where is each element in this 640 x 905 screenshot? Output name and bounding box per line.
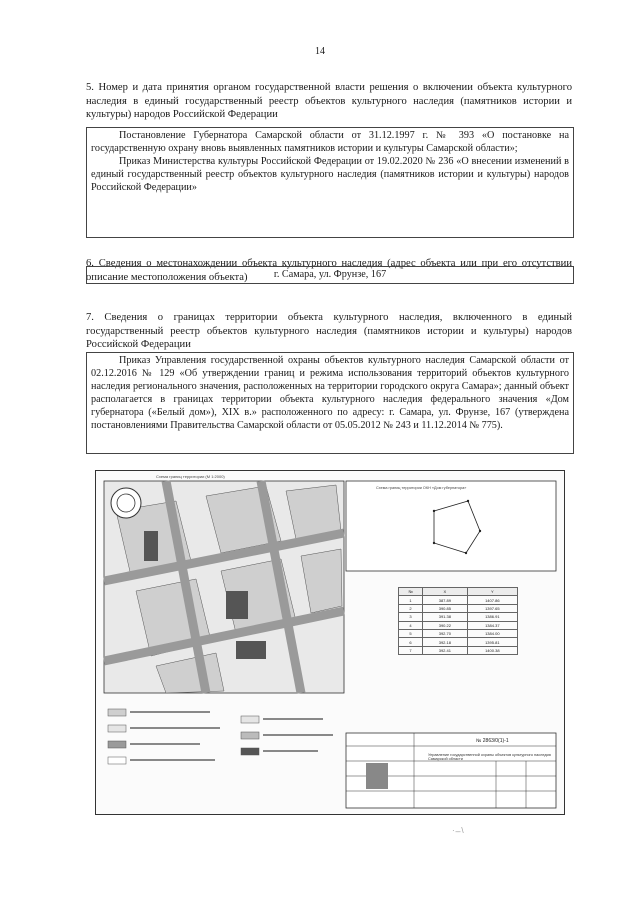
- table-cell: 1395.81: [467, 638, 517, 646]
- table-header-cell: №: [399, 588, 423, 596]
- table-header-row: [399, 588, 518, 596]
- table-row: [399, 638, 518, 646]
- section-6-heading: 6. Сведения о местонахождении объекта культурного наследия (адрес объекта или при его отсутствии описание местоположения объекта): [86, 258, 572, 283]
- table-cell: 6: [399, 638, 423, 646]
- boundary-map-scheme: [95, 470, 565, 815]
- table-cell: 7: [399, 646, 423, 654]
- boundary-order-text: Приказ Управления государственной охраны объектов культурного наследия Самарской области от 02.12.2016 № 129 «Об утверждении границ и режима использования территорий объектов культурного наследия регионального значения, расположенных на территории городского округа Самара»; данный объект располагается в границах территории объекта культурного наследия федерального значения «Дом губернатора («Белый дом»), XIX в.» расположенного по адресу: г. Самара, ул. Фрунзе, 167 (утверждена постановлениями Правительства Самарской области от 05.05.2012 № 243 и 11.12.2014 № 775).: [91, 355, 569, 431]
- section-7-heading: 7. Сведения о границах территории объекта культурного наследия, включенного в единый государственный реестр объектов культурного наследия (памятников истории и культуры) народов Российской Федерации: [86, 312, 572, 351]
- order-paragraph: Приказ Министерства культуры Российской Федерации от 19.02.2020 № 236 «О внесении изменений в единый государственный реестр объектов культурного наследия (памятников истории и культуры) народов Российской Федерации»: [91, 156, 569, 193]
- scan-mark: · ̵ ̵ \: [452, 826, 464, 835]
- table-cell: 5: [399, 629, 423, 637]
- table-cell: 1384.37: [467, 621, 517, 629]
- table-cell: 1407.86: [467, 596, 517, 604]
- table-cell: 387.89: [423, 596, 468, 604]
- table-cell: 1: [399, 596, 423, 604]
- svg-text:Схема границ территории ОКН «Д: Схема границ территории ОКН «Дом губернатора»: [376, 486, 467, 490]
- table-cell: 1386.91: [467, 613, 517, 621]
- table-row: [399, 621, 518, 629]
- table-cell: 1400.38: [467, 646, 517, 654]
- table-header-cell: X: [423, 588, 468, 596]
- coordinates-table: [398, 587, 518, 655]
- table-cell: 392.41: [423, 646, 468, 654]
- table-header-cell: Y: [467, 588, 517, 596]
- object-address: г. Самара, ул. Фрунзе, 167: [273, 269, 387, 280]
- svg-text:Схема границ территории (М 1:2: Схема границ территории (М 1:2000): [156, 474, 225, 479]
- title-block-organization: Управление государственной охраны объектов культурного наследия Самарской области: [428, 753, 551, 761]
- decree-paragraph: Постановление Губернатора Самарской области от 31.12.1997 г. № 393 «О постановке на государственную охрану вновь выявленных памятников истории и культуры Самарской области»;: [91, 130, 569, 154]
- table-row: [399, 604, 518, 612]
- table-cell: 390.85: [423, 604, 468, 612]
- table-cell: 392.70: [423, 629, 468, 637]
- table-row: [399, 629, 518, 637]
- section-5-heading: 5. Номер и дата принятия органом государственной власти решения о включении объекта культурного наследия в единый государственный реестр объектов культурного наследия (памятников истории и культуры) народов Российской Федерации: [86, 82, 572, 121]
- section-7-box: [86, 352, 574, 454]
- title-block-number: № 2863/0(1)-1: [476, 738, 509, 744]
- table-cell: 3: [399, 613, 423, 621]
- table-cell: 391.38: [423, 613, 468, 621]
- table-cell: 392.18: [423, 638, 468, 646]
- table-cell: 4: [399, 621, 423, 629]
- table-row: [399, 646, 518, 654]
- table-cell: 390.22: [423, 621, 468, 629]
- page-number: 14: [315, 46, 325, 57]
- table-cell: 2: [399, 604, 423, 612]
- table-row: [399, 596, 518, 604]
- table-cell: 1397.65: [467, 604, 517, 612]
- table-cell: 1384.00: [467, 629, 517, 637]
- table-row: [399, 613, 518, 621]
- section-6-box: [86, 266, 574, 284]
- section-5-box: [86, 127, 574, 238]
